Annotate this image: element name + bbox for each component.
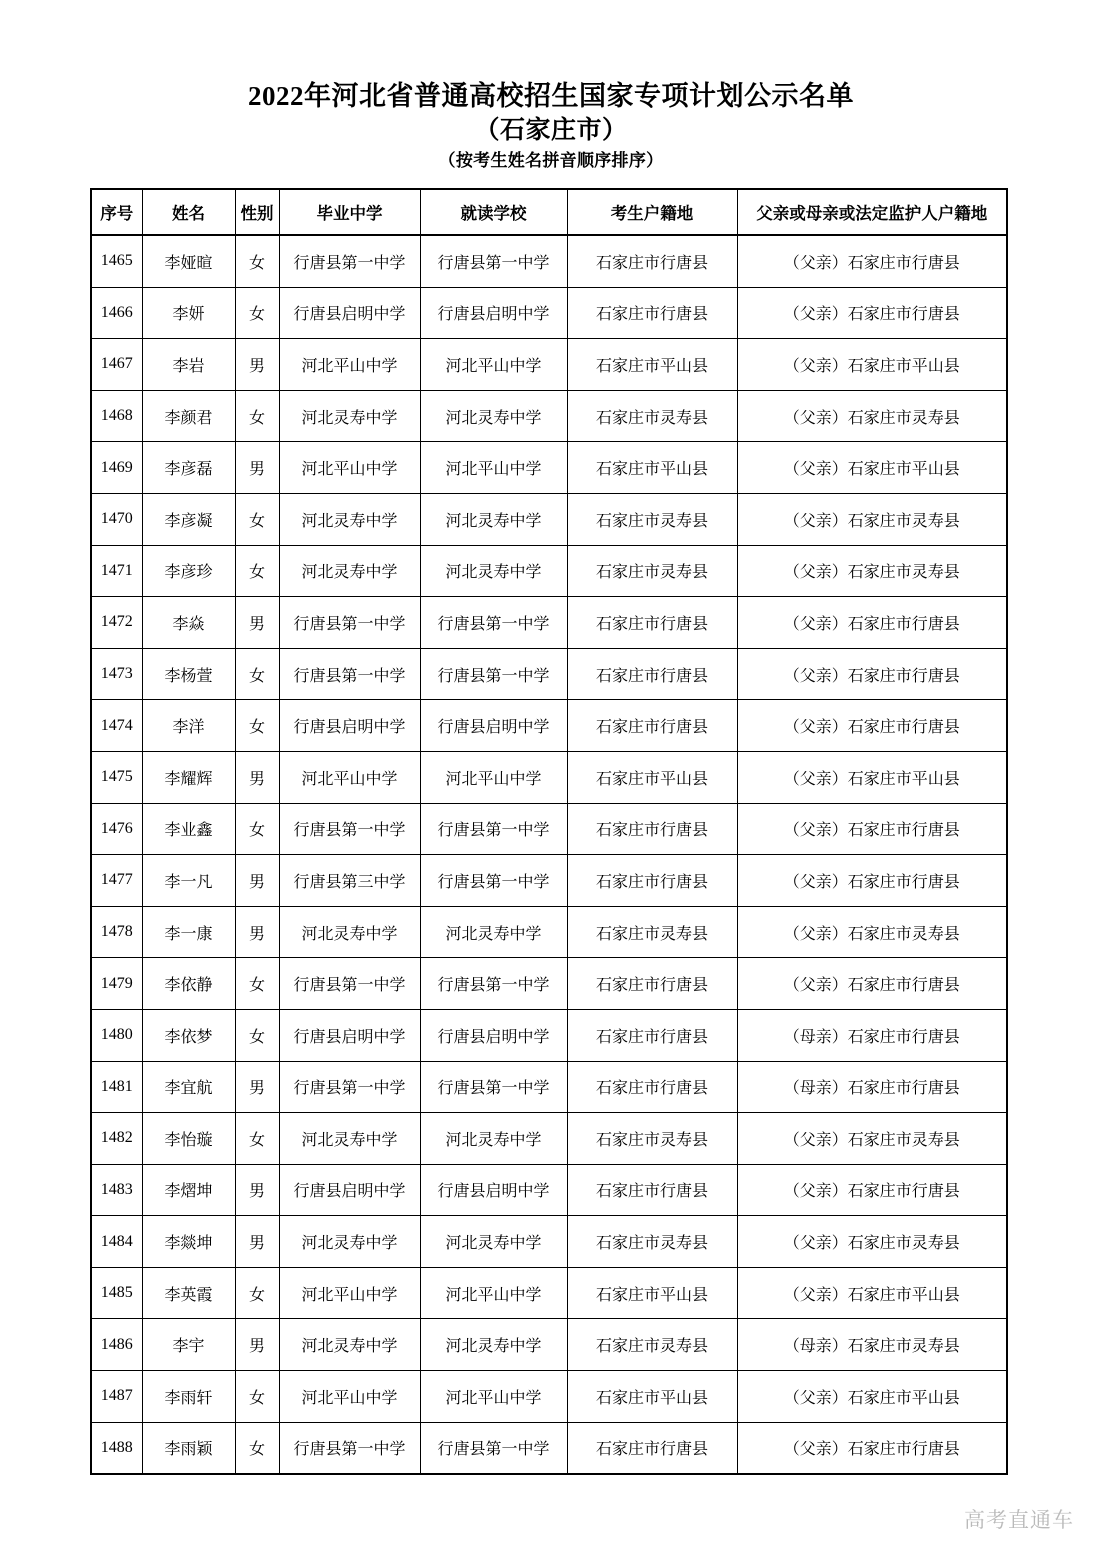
cell-study-school: 行唐县第一中学	[420, 855, 567, 907]
cell-seq: 1466	[91, 287, 142, 339]
cell-residence: 石家庄市行唐县	[567, 958, 737, 1010]
cell-seq: 1470	[91, 493, 142, 545]
cell-study-school: 行唐县启明中学	[420, 1009, 567, 1061]
cell-sex: 女	[235, 958, 279, 1010]
cell-residence: 石家庄市灵寿县	[567, 1216, 737, 1268]
cell-sex: 女	[235, 1371, 279, 1423]
cell-seq: 1465	[91, 235, 142, 287]
cell-graduate-school: 行唐县启明中学	[279, 700, 420, 752]
cell-sex: 女	[235, 1009, 279, 1061]
cell-sex: 女	[235, 235, 279, 287]
table-row	[91, 1009, 1007, 1061]
cell-name: 李彦凝	[142, 493, 235, 545]
cell-guardian-residence: （父亲）石家庄市行唐县	[737, 958, 1007, 1010]
cell-sex: 男	[235, 597, 279, 649]
cell-graduate-school: 河北灵寿中学	[279, 1113, 420, 1165]
cell-graduate-school: 河北灵寿中学	[279, 545, 420, 597]
roster-table-container	[90, 188, 1006, 1475]
cell-residence: 石家庄市行唐县	[567, 648, 737, 700]
page-subtitle: （石家庄市）	[474, 117, 628, 144]
table-row	[91, 1216, 1007, 1268]
cell-study-school: 行唐县启明中学	[420, 1164, 567, 1216]
cell-guardian-residence: （父亲）石家庄市行唐县	[737, 1164, 1007, 1216]
table-row	[91, 287, 1007, 339]
cell-name: 李娅暄	[142, 235, 235, 287]
header-row	[91, 189, 1007, 235]
cell-graduate-school: 行唐县启明中学	[279, 1164, 420, 1216]
cell-name: 李依梦	[142, 1009, 235, 1061]
cell-name: 李颜君	[142, 390, 235, 442]
cell-study-school: 行唐县启明中学	[420, 287, 567, 339]
cell-guardian-residence: （父亲）石家庄市灵寿县	[737, 1113, 1007, 1165]
table-row	[91, 855, 1007, 907]
cell-guardian-residence: （父亲）石家庄市平山县	[737, 339, 1007, 391]
cell-guardian-residence: （母亲）石家庄市灵寿县	[737, 1319, 1007, 1371]
cell-sex: 女	[235, 545, 279, 597]
cell-name: 李耀辉	[142, 751, 235, 803]
cell-graduate-school: 行唐县启明中学	[279, 287, 420, 339]
table-row	[91, 700, 1007, 752]
table-row	[91, 1164, 1007, 1216]
cell-guardian-residence: （父亲）石家庄市灵寿县	[737, 493, 1007, 545]
cell-seq: 1487	[91, 1371, 142, 1423]
table-row	[91, 1061, 1007, 1113]
cell-study-school: 河北平山中学	[420, 339, 567, 391]
roster-table-body	[91, 235, 1007, 1474]
table-row	[91, 1422, 1007, 1474]
cell-study-school: 行唐县第一中学	[420, 1422, 567, 1474]
table-row	[91, 751, 1007, 803]
cell-name: 李怡璇	[142, 1113, 235, 1165]
cell-study-school: 行唐县第一中学	[420, 958, 567, 1010]
table-row	[91, 493, 1007, 545]
table-row	[91, 803, 1007, 855]
cell-sex: 女	[235, 648, 279, 700]
cell-study-school: 河北平山中学	[420, 1371, 567, 1423]
cell-residence: 石家庄市行唐县	[567, 855, 737, 907]
cell-name: 李岩	[142, 339, 235, 391]
table-row	[91, 1319, 1007, 1371]
cell-seq: 1469	[91, 442, 142, 494]
cell-seq: 1468	[91, 390, 142, 442]
cell-guardian-residence: （父亲）石家庄市行唐县	[737, 648, 1007, 700]
cell-guardian-residence: （父亲）石家庄市行唐县	[737, 803, 1007, 855]
table-row	[91, 1113, 1007, 1165]
column-header-residence: 考生户籍地	[567, 189, 737, 235]
cell-seq: 1482	[91, 1113, 142, 1165]
cell-sex: 女	[235, 1113, 279, 1165]
cell-sex: 男	[235, 1164, 279, 1216]
cell-guardian-residence: （母亲）石家庄市行唐县	[737, 1061, 1007, 1113]
cell-name: 李业鑫	[142, 803, 235, 855]
cell-residence: 石家庄市灵寿县	[567, 906, 737, 958]
cell-sex: 男	[235, 1319, 279, 1371]
cell-study-school: 河北灵寿中学	[420, 1216, 567, 1268]
cell-name: 李一康	[142, 906, 235, 958]
cell-guardian-residence: （父亲）石家庄市行唐县	[737, 855, 1007, 907]
cell-name: 李雨颖	[142, 1422, 235, 1474]
cell-residence: 石家庄市平山县	[567, 751, 737, 803]
table-row	[91, 1267, 1007, 1319]
table-row	[91, 597, 1007, 649]
cell-guardian-residence: （父亲）石家庄市行唐县	[737, 1422, 1007, 1474]
cell-guardian-residence: （父亲）石家庄市行唐县	[737, 235, 1007, 287]
cell-seq: 1475	[91, 751, 142, 803]
cell-name: 李英霞	[142, 1267, 235, 1319]
cell-study-school: 河北平山中学	[420, 1267, 567, 1319]
watermark: 高考直通车	[964, 1509, 1074, 1532]
cell-name: 李燚坤	[142, 1216, 235, 1268]
cell-residence: 石家庄市平山县	[567, 339, 737, 391]
cell-graduate-school: 行唐县第一中学	[279, 1422, 420, 1474]
cell-graduate-school: 行唐县第一中学	[279, 235, 420, 287]
column-header-sex: 性别	[235, 189, 279, 235]
cell-name: 李宜航	[142, 1061, 235, 1113]
document-header	[0, 0, 1102, 174]
cell-seq: 1471	[91, 545, 142, 597]
cell-graduate-school: 行唐县启明中学	[279, 1009, 420, 1061]
sort-note: （按考生姓名拼音顺序排序）	[438, 151, 664, 170]
roster-table-head	[91, 189, 1007, 235]
cell-graduate-school: 河北平山中学	[279, 1371, 420, 1423]
cell-residence: 石家庄市行唐县	[567, 1422, 737, 1474]
cell-sex: 女	[235, 803, 279, 855]
cell-seq: 1485	[91, 1267, 142, 1319]
cell-sex: 男	[235, 751, 279, 803]
cell-guardian-residence: （父亲）石家庄市行唐县	[737, 597, 1007, 649]
table-row	[91, 648, 1007, 700]
cell-seq: 1476	[91, 803, 142, 855]
cell-graduate-school: 河北灵寿中学	[279, 906, 420, 958]
table-row	[91, 442, 1007, 494]
cell-residence: 石家庄市行唐县	[567, 597, 737, 649]
cell-graduate-school: 河北平山中学	[279, 1267, 420, 1319]
cell-residence: 石家庄市灵寿县	[567, 390, 737, 442]
cell-study-school: 行唐县第一中学	[420, 1061, 567, 1113]
cell-name: 李依静	[142, 958, 235, 1010]
cell-seq: 1486	[91, 1319, 142, 1371]
table-row	[91, 235, 1007, 287]
cell-sex: 男	[235, 855, 279, 907]
cell-seq: 1480	[91, 1009, 142, 1061]
table-row	[91, 906, 1007, 958]
cell-graduate-school: 行唐县第三中学	[279, 855, 420, 907]
cell-sex: 男	[235, 1061, 279, 1113]
cell-seq: 1483	[91, 1164, 142, 1216]
table-row	[91, 339, 1007, 391]
cell-seq: 1473	[91, 648, 142, 700]
cell-graduate-school: 河北灵寿中学	[279, 1319, 420, 1371]
cell-residence: 石家庄市行唐县	[567, 235, 737, 287]
cell-name: 李洋	[142, 700, 235, 752]
cell-graduate-school: 河北平山中学	[279, 751, 420, 803]
cell-study-school: 河北灵寿中学	[420, 390, 567, 442]
cell-study-school: 行唐县第一中学	[420, 648, 567, 700]
cell-residence: 石家庄市行唐县	[567, 287, 737, 339]
cell-study-school: 河北灵寿中学	[420, 906, 567, 958]
cell-seq: 1488	[91, 1422, 142, 1474]
roster-table	[90, 188, 1008, 1475]
column-header-name: 姓名	[142, 189, 235, 235]
cell-seq: 1479	[91, 958, 142, 1010]
cell-residence: 石家庄市行唐县	[567, 803, 737, 855]
cell-sex: 男	[235, 1216, 279, 1268]
cell-graduate-school: 行唐县第一中学	[279, 1061, 420, 1113]
cell-seq: 1481	[91, 1061, 142, 1113]
cell-residence: 石家庄市平山县	[567, 1267, 737, 1319]
table-row	[91, 390, 1007, 442]
cell-name: 李宇	[142, 1319, 235, 1371]
cell-sex: 男	[235, 339, 279, 391]
cell-residence: 石家庄市平山县	[567, 442, 737, 494]
cell-residence: 石家庄市行唐县	[567, 700, 737, 752]
cell-study-school: 行唐县第一中学	[420, 803, 567, 855]
cell-guardian-residence: （父亲）石家庄市平山县	[737, 751, 1007, 803]
column-header-seq: 序号	[91, 189, 142, 235]
cell-name: 李彦珍	[142, 545, 235, 597]
cell-study-school: 行唐县启明中学	[420, 700, 567, 752]
cell-graduate-school: 行唐县第一中学	[279, 958, 420, 1010]
cell-guardian-residence: （父亲）石家庄市灵寿县	[737, 545, 1007, 597]
cell-guardian-residence: （父亲）石家庄市灵寿县	[737, 1216, 1007, 1268]
cell-guardian-residence: （父亲）石家庄市灵寿县	[737, 906, 1007, 958]
cell-study-school: 行唐县第一中学	[420, 235, 567, 287]
cell-residence: 石家庄市灵寿县	[567, 1113, 737, 1165]
column-header-graduate-school: 毕业中学	[279, 189, 420, 235]
cell-study-school: 河北灵寿中学	[420, 493, 567, 545]
cell-residence: 石家庄市平山县	[567, 1371, 737, 1423]
cell-graduate-school: 河北灵寿中学	[279, 1216, 420, 1268]
cell-seq: 1474	[91, 700, 142, 752]
cell-study-school: 行唐县第一中学	[420, 597, 567, 649]
cell-name: 李彦磊	[142, 442, 235, 494]
cell-residence: 石家庄市灵寿县	[567, 545, 737, 597]
cell-graduate-school: 行唐县第一中学	[279, 597, 420, 649]
cell-graduate-school: 河北灵寿中学	[279, 493, 420, 545]
table-row	[91, 1371, 1007, 1423]
cell-sex: 女	[235, 700, 279, 752]
cell-graduate-school: 行唐县第一中学	[279, 803, 420, 855]
cell-residence: 石家庄市行唐县	[567, 1061, 737, 1113]
cell-sex: 女	[235, 1422, 279, 1474]
cell-sex: 男	[235, 442, 279, 494]
cell-seq: 1478	[91, 906, 142, 958]
cell-graduate-school: 河北平山中学	[279, 442, 420, 494]
column-header-study-school: 就读学校	[420, 189, 567, 235]
cell-study-school: 河北平山中学	[420, 751, 567, 803]
cell-name: 李熠坤	[142, 1164, 235, 1216]
cell-name: 李杨萱	[142, 648, 235, 700]
cell-residence: 石家庄市灵寿县	[567, 1319, 737, 1371]
cell-seq: 1472	[91, 597, 142, 649]
cell-study-school: 河北灵寿中学	[420, 1113, 567, 1165]
cell-residence: 石家庄市行唐县	[567, 1164, 737, 1216]
cell-guardian-residence: （父亲）石家庄市灵寿县	[737, 390, 1007, 442]
cell-guardian-residence: （父亲）石家庄市平山县	[737, 442, 1007, 494]
cell-guardian-residence: （父亲）石家庄市行唐县	[737, 700, 1007, 752]
table-row	[91, 545, 1007, 597]
cell-sex: 女	[235, 287, 279, 339]
cell-guardian-residence: （父亲）石家庄市行唐县	[737, 287, 1007, 339]
page-title: 2022年河北省普通高校招生国家专项计划公示名单	[248, 81, 854, 111]
table-row	[91, 958, 1007, 1010]
cell-graduate-school: 河北灵寿中学	[279, 390, 420, 442]
column-header-guardian-residence: 父亲或母亲或法定监护人户籍地	[737, 189, 1007, 235]
cell-name: 李一凡	[142, 855, 235, 907]
cell-guardian-residence: （父亲）石家庄市平山县	[737, 1267, 1007, 1319]
cell-study-school: 河北灵寿中学	[420, 545, 567, 597]
cell-sex: 女	[235, 1267, 279, 1319]
cell-study-school: 河北灵寿中学	[420, 1319, 567, 1371]
cell-name: 李妍	[142, 287, 235, 339]
cell-guardian-residence: （父亲）石家庄市平山县	[737, 1371, 1007, 1423]
cell-seq: 1477	[91, 855, 142, 907]
cell-graduate-school: 行唐县第一中学	[279, 648, 420, 700]
cell-residence: 石家庄市行唐县	[567, 1009, 737, 1061]
cell-name: 李焱	[142, 597, 235, 649]
cell-sex: 女	[235, 493, 279, 545]
cell-graduate-school: 河北平山中学	[279, 339, 420, 391]
cell-name: 李雨轩	[142, 1371, 235, 1423]
cell-seq: 1467	[91, 339, 142, 391]
cell-sex: 男	[235, 906, 279, 958]
cell-residence: 石家庄市灵寿县	[567, 493, 737, 545]
cell-study-school: 河北平山中学	[420, 442, 567, 494]
cell-guardian-residence: （母亲）石家庄市行唐县	[737, 1009, 1007, 1061]
cell-seq: 1484	[91, 1216, 142, 1268]
cell-sex: 女	[235, 390, 279, 442]
